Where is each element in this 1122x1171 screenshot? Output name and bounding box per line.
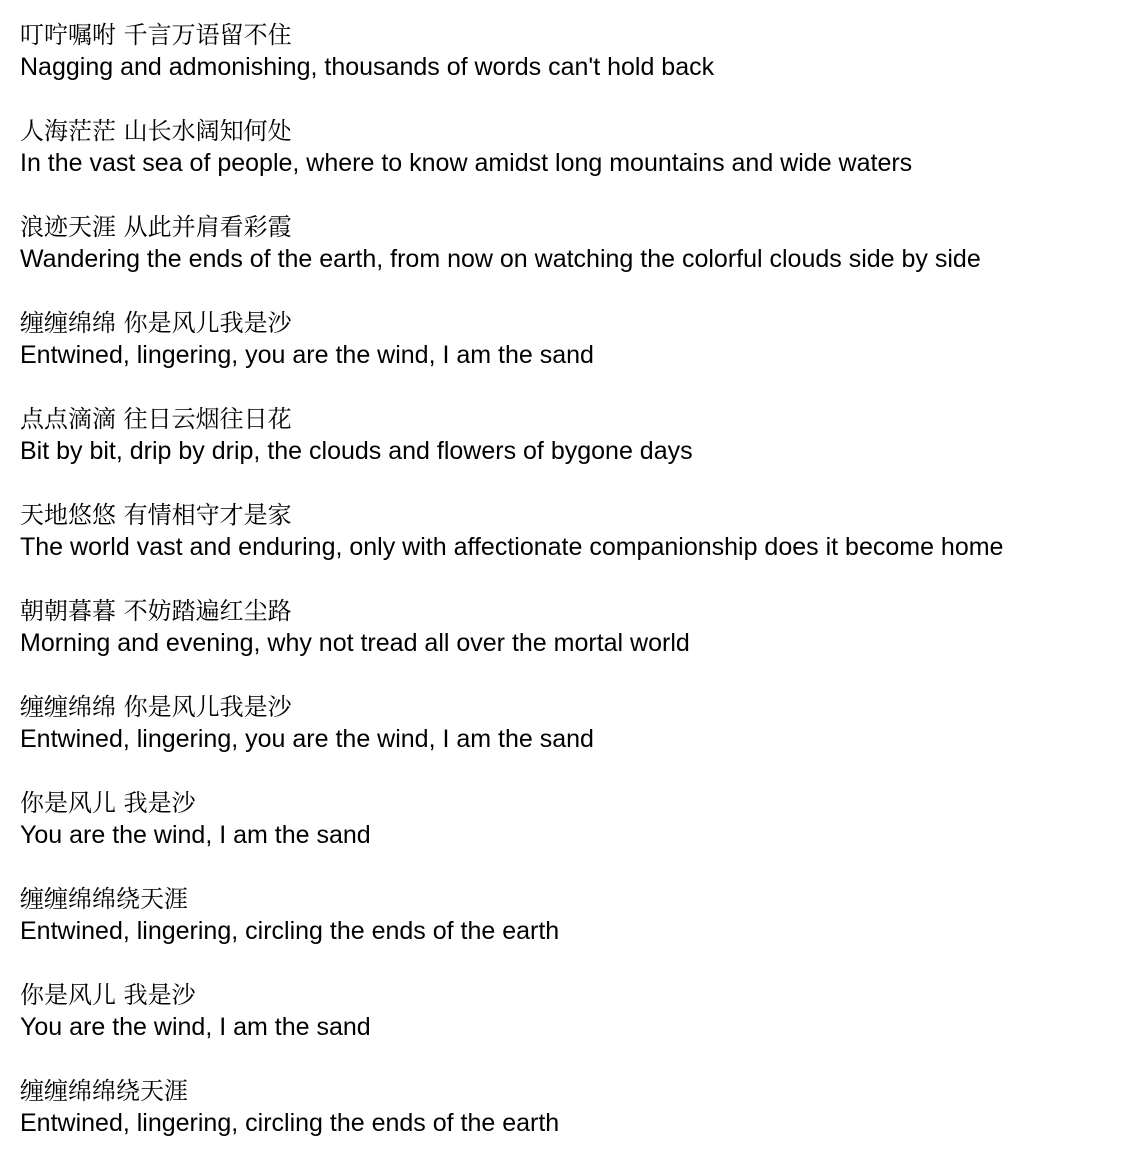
chinese-lyric-line: 朝朝暮暮 不妨踏遍红尘路: [20, 597, 292, 625]
stanza: [20, 787, 1115, 883]
chinese-lyric-line: 缠缠绵绵 你是风儿我是沙: [20, 693, 292, 721]
english-translation-line: Morning and evening, why not tread all over the mortal world: [20, 629, 690, 657]
english-translation-line: Wandering the ends of the earth, from now on watching the colorful clouds side by side: [20, 245, 981, 273]
chinese-lyric-line: 叮咛嘱咐 千言万语留不住: [20, 21, 292, 49]
chinese-lyric-line: 浪迹天涯 从此并肩看彩霞: [20, 213, 292, 241]
lyrics-document: [20, 19, 1115, 1171]
stanza: [20, 115, 1115, 211]
stanza: [20, 979, 1115, 1075]
english-translation-line: In the vast sea of people, where to know amidst long mountains and wide waters: [20, 149, 913, 177]
english-translation-line: Entwined, lingering, you are the wind, I am the sand: [20, 725, 594, 753]
english-translation-line: You are the wind, I am the sand: [20, 1013, 371, 1041]
chinese-lyric-line: 人海茫茫 山长水阔知何处: [20, 117, 292, 145]
english-translation-line: Entwined, lingering, circling the ends of the earth: [20, 917, 560, 945]
stanza: [20, 403, 1115, 499]
chinese-lyric-line: 点点滴滴 往日云烟往日花: [20, 405, 292, 433]
english-translation-line: Entwined, lingering, circling the ends of the earth: [20, 1109, 560, 1137]
english-translation-line: Bit by bit, drip by drip, the clouds and flowers of bygone days: [20, 437, 693, 465]
stanza: [20, 499, 1115, 595]
english-translation-line: The world vast and enduring, only with affectionate companionship does it become home: [20, 533, 1004, 561]
stanza: [20, 211, 1115, 307]
stanza: [20, 19, 1115, 115]
english-translation-line: Entwined, lingering, you are the wind, I am the sand: [20, 341, 594, 369]
chinese-lyric-line: 你是风儿 我是沙: [20, 789, 196, 817]
chinese-lyric-line: 你是风儿 我是沙: [20, 981, 196, 1009]
stanza: [20, 1075, 1115, 1171]
stanza: [20, 691, 1115, 787]
chinese-lyric-line: 缠缠绵绵 你是风儿我是沙: [20, 309, 292, 337]
stanza: [20, 307, 1115, 403]
chinese-lyric-line: 天地悠悠 有情相守才是家: [20, 501, 292, 529]
stanza: [20, 595, 1115, 691]
english-translation-line: You are the wind, I am the sand: [20, 821, 371, 849]
chinese-lyric-line: 缠缠绵绵绕天涯: [20, 885, 188, 913]
english-translation-line: Nagging and admonishing, thousands of words can't hold back: [20, 53, 715, 81]
stanza: [20, 883, 1115, 979]
chinese-lyric-line: 缠缠绵绵绕天涯: [20, 1077, 188, 1105]
